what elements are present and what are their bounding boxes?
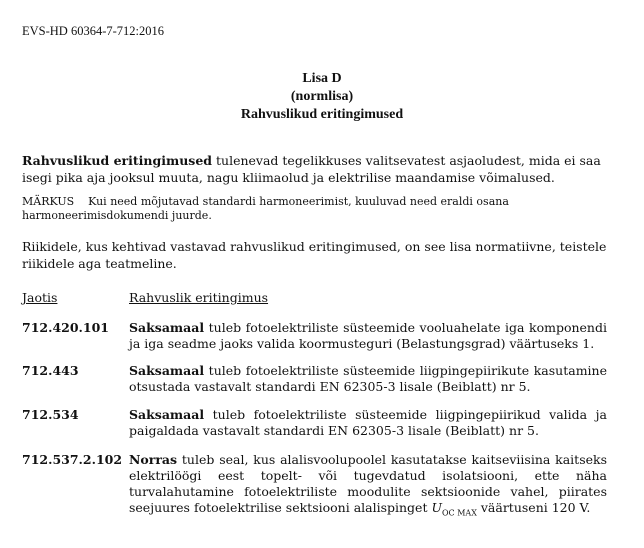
row-condition [129,320,607,352]
voltage-symbol-subscript: OC MAX [442,508,477,518]
note-text: Kui need mõjutavad standardi harmoneerimist, kuuluvad need eraldi osana harmoneerimisdokumendi juurde. [22,195,509,222]
row-country: Saksamaal [129,363,205,378]
note [22,195,612,223]
column-header-clause: Jaotis [22,290,58,305]
intro-text: tulenevad tegelikkuses valitsevatest asjaoludest, mida ei saa isegi pika aja jooksul muuta, nagu kliimaolud ja elektrilise maandamise võimalused. [22,153,601,185]
row-condition [129,452,607,522]
row-clause: 712.420.101 [22,320,109,335]
row-country: Saksamaal [129,407,205,422]
voltage-symbol: U [431,500,442,515]
row-country: Saksamaal [129,320,205,335]
column-header-condition: Rahvuslik eritingimus [129,290,269,305]
row-text-end: väärtuseni 120 V. [476,500,591,515]
row-text: tuleb seal, kus alalisvoolupoolel kasutatakse kaitseviisina kaitseks elektrilöögi eest topelt- või tugevdatud isolatsiooni, ette näha turvalahutamine fotoelektriliste moodulite sektsioonide vahel, piirates seejuures fotoelektrilise sektsiooni alalispinget [129,452,607,515]
annex-heading [0,70,644,124]
row-condition [129,407,607,439]
annex-type: (normlisa) [290,89,354,104]
intro-paragraph [22,152,610,186]
row-text: tuleb fotoelektriliste süsteemide liigpingepiirikud valida ja paigaldada vastavalt standardi EN 62305-3 lisale (Beiblatt) nr 5. [129,407,607,438]
applicability-paragraph: Riikidele, kus kehtivad vastavad rahvuslikud eritingimused, on see lisa normatiivne, teistele riikidele aga teatmeline. [22,239,607,271]
note-label: MÄRKUS [22,195,75,208]
row-condition [129,363,607,395]
row-clause: 712.534 [22,407,79,422]
annex-title: Lisa D [302,71,342,86]
annex-subtitle: Rahvuslikud eritingimused [240,107,404,122]
intro-bold-lead: Rahvuslikud eritingimused [22,153,213,168]
row-country: Norras [129,452,178,467]
row-text: tuleb fotoelektriliste süsteemide vooluahelate iga komponendi ja iga seadme jaoks valida koormusteguri (Belastungsgrad) väärtuseks 1. [129,320,607,351]
row-text: tuleb fotoelektriliste süsteemide liigpingepiirikute kasutamine otsustada vastavalt standardi EN 62305-3 lisale (Beiblatt) nr 5. [129,363,607,394]
row-clause: 712.537.2.102 [22,452,123,467]
document-id: EVS-HD 60364-7-712:2016 [22,24,165,38]
row-clause: 712.443 [22,363,79,378]
